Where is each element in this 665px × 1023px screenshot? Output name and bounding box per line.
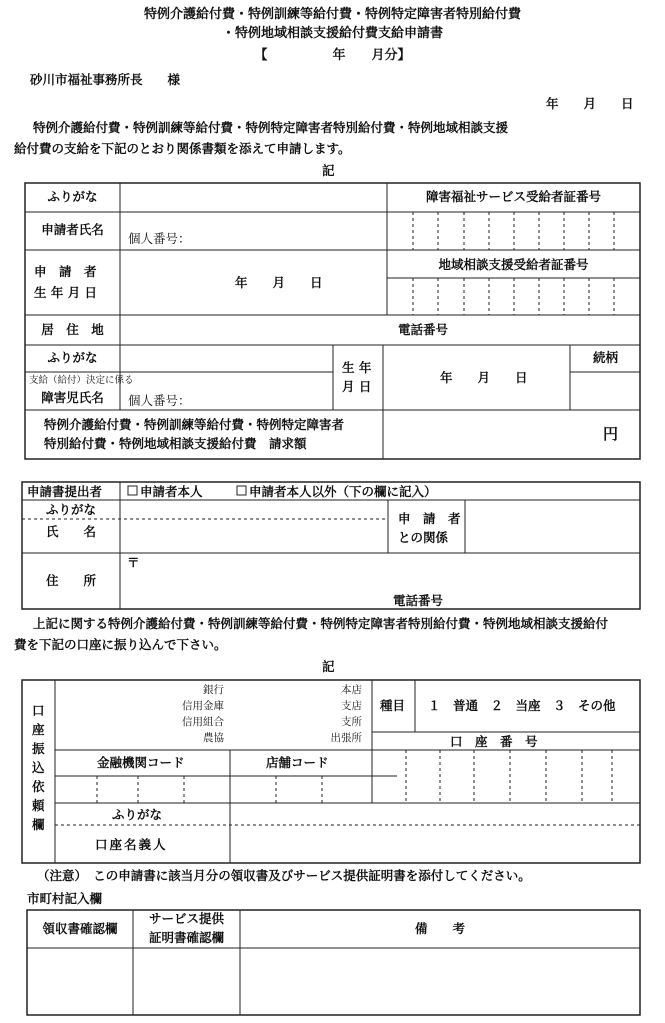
inst-type-bank: 銀行 (203, 684, 224, 696)
submitter-name-label: 氏 名 (45, 524, 96, 539)
submitter-relation-label1: 申 請 者 (398, 511, 461, 526)
bank-side-char: 依 (32, 779, 45, 794)
address-label: 居 住 地 (41, 322, 104, 337)
receipt-check-label: 領収書確認欄 (42, 921, 118, 936)
regional-cert-label: 地域相談支援受給者証番号 (438, 257, 589, 272)
bank-side-char: 口 (32, 703, 45, 718)
applicant-personal-number-label: 個人番号： (128, 231, 191, 246)
child-decision-note: 支給（給付）決定に係る (29, 375, 134, 386)
addressee: 砂川市福祉事務所長 様 (30, 72, 181, 87)
branch-type-shisho: 支所 (341, 716, 362, 728)
applicant-phone-label: 電話番号 (398, 322, 449, 337)
submitter-furigana-label: ふりがな (45, 502, 96, 517)
attachment-note: （注意） この申請書に該当月分の領収書及びサービス提供証明書を添付してください。 (37, 868, 531, 883)
bank-furigana-label: ふりがな (112, 807, 163, 822)
transfer-text-line1: 上記に関する特例介護給付費・特例訓練等給付費・特例特定障害者特別給付費・特例地域相談支援給付 (33, 616, 609, 631)
submitter-phone-label: 電話番号 (393, 593, 444, 608)
child-birth-label1: 生 年 (342, 360, 372, 375)
bank-side-char: 頼 (32, 798, 45, 813)
inst-code-label: 金融機関コード (97, 755, 185, 770)
submitter-option-other[interactable]: 申請者本人以外（下の欄に記入） (249, 484, 437, 499)
branch-type-honten: 本店 (341, 684, 362, 696)
account-number-label: 口 座 番 号 (450, 734, 538, 749)
applicant-name-label: 申請者氏名 (41, 222, 104, 237)
child-furigana-label: ふりがな (47, 350, 98, 365)
relation-label: 続柄 (593, 350, 619, 365)
submitter-option-self[interactable]: 申請者本人 (140, 484, 203, 499)
bank-side-char: 込 (32, 760, 45, 775)
remarks-label: 備 考 (414, 921, 465, 936)
service-cert-label: 障害福祉サービス受給者証番号 (425, 189, 601, 204)
child-name-label: 障害児氏名 (41, 390, 104, 405)
postal-mark: 〒 (127, 555, 140, 570)
claim-yen-unit: 円 (603, 425, 619, 443)
child-birth-value[interactable]: 年 月 日 (440, 370, 528, 385)
transfer-text-line2: 費を下記の口座に振り込んで下さい。 (14, 637, 227, 652)
account-holder-label: 口座名義人 (95, 837, 168, 852)
checkbox-self-box (128, 486, 137, 495)
claim-label-line2: 特別給付費・特例地域相談支援給付費 請求額 (44, 436, 307, 451)
intro-text-line1: 特例介護給付費・特例訓練等給付費・特例特定障害者特別給付費・特例地域相談支援 (33, 120, 509, 135)
bank-side-char: 振 (32, 741, 45, 756)
form-title-line2: ・特例地域相談支援給付費支給申請書 (221, 26, 443, 41)
city-section-label: 市町村記入欄 (27, 891, 103, 906)
child-birth-label2: 月 日 (342, 379, 372, 394)
intro-text-line2: 給付費の支給を下記のとおり関係書類を添えて申請します。 (14, 141, 351, 156)
bank-side-char: 欄 (32, 817, 45, 832)
submitter-table-border (22, 482, 640, 609)
applicant-birth-value[interactable]: 年 月 日 (235, 275, 323, 290)
submitter-label: 申請書提出者 (27, 484, 103, 499)
bank-side-char: 座 (32, 722, 45, 737)
form-title-line1: 特例介護給付費・特例訓練等給付費・特例特定障害者特別給付費 (143, 7, 521, 22)
service-cert-check-label2: 証明書確認欄 (148, 930, 224, 945)
service-cert-check-label1: サービス提供 (148, 911, 224, 926)
checkbox-other-box (237, 486, 246, 495)
inst-type-kumiai: 信用組合 (182, 716, 224, 728)
account-type-label: 種目 (380, 698, 406, 713)
submitter-relation-label2: との関係 (398, 530, 449, 545)
ki-heading: 記 (322, 163, 335, 178)
claim-label-line1: 特例介護給付費・特例訓練等給付費・特例特定障害者 (44, 417, 345, 432)
inst-type-shinkin: 信用金庫 (182, 700, 224, 712)
account-type-options[interactable]: １ 普通 ２ 当座 ３ その他 (428, 698, 616, 713)
applicant-birth-label1: 申 請 者 (34, 264, 97, 279)
applicant-furigana-label: ふりがな (47, 189, 98, 204)
branch-type-shuchosho: 出張所 (330, 732, 362, 744)
branch-code-label: 店舗コード (266, 755, 329, 770)
inst-type-nokyo: 農協 (203, 732, 224, 744)
application-date: 年 月 日 (546, 96, 634, 111)
branch-type-shiten: 支店 (341, 700, 362, 712)
submitter-address-label: 住 所 (45, 573, 96, 588)
child-personal-number-label: 個人番号： (128, 393, 191, 408)
ki-heading-2: 記 (322, 659, 335, 674)
form-title-period: 【 年 月分】 (254, 48, 411, 63)
applicant-birth-label2: 生 年 月 日 (34, 285, 98, 300)
